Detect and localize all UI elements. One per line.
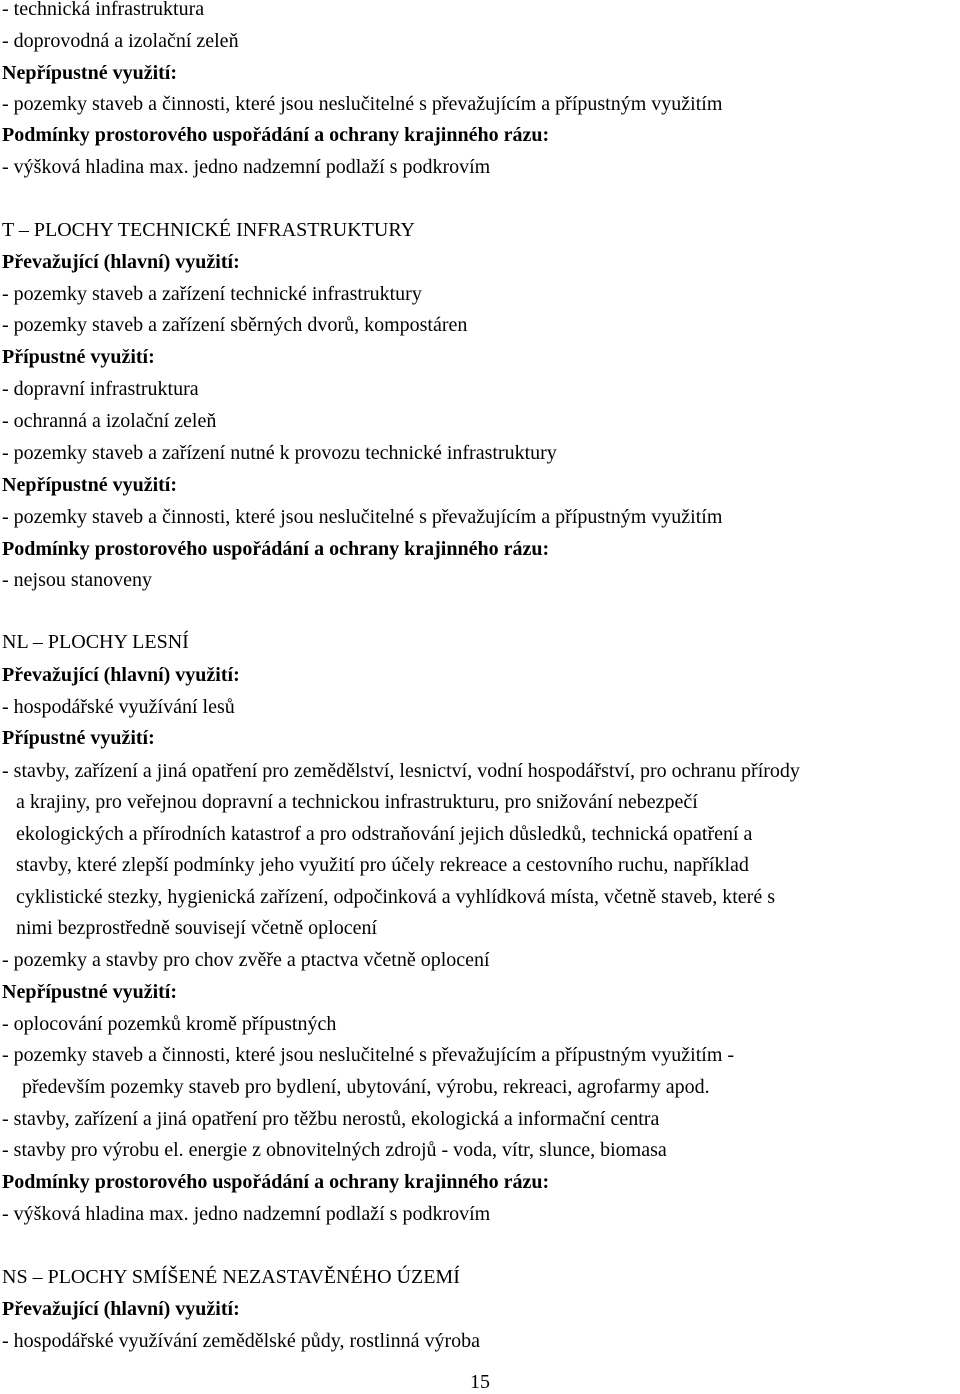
list-item: - stavby pro výrobu el. energie z obnovitelných zdrojů - voda, vítr, slunce, biomasa bbox=[2, 1139, 667, 1161]
list-item: - doprovodná a izolační zeleň bbox=[2, 30, 239, 52]
subsection-heading-permitted-use: Přípustné využití: bbox=[2, 346, 155, 368]
subsection-heading-spatial-conditions: Podmínky prostorového uspořádání a ochrany krajinného rázu: bbox=[2, 124, 550, 146]
section-heading-ns: NS – PLOCHY SMÍŠENÉ NEZASTAVĚNÉHO ÚZEMÍ bbox=[2, 1266, 460, 1288]
subsection-heading-main-use: Převažující (hlavní) využití: bbox=[2, 1298, 240, 1320]
list-item: - pozemky staveb a zařízení sběrných dvorů, kompostáren bbox=[2, 314, 468, 336]
subsection-heading-prohibited-use: Nepřípustné využití: bbox=[2, 474, 177, 496]
list-item-continuation: a krajiny, pro veřejnou dopravní a technickou infrastrukturu, pro snižování nebezpečí bbox=[16, 791, 698, 813]
list-item: - hospodářské využívání lesů bbox=[2, 696, 235, 718]
list-item: - pozemky staveb a činnosti, které jsou neslučitelné s převažujícím a přípustným využitím bbox=[2, 506, 723, 528]
list-item: - oplocování pozemků kromě přípustných bbox=[2, 1013, 337, 1035]
subsection-heading-spatial-conditions: Podmínky prostorového uspořádání a ochrany krajinného rázu: bbox=[2, 1171, 550, 1193]
list-item: - stavby, zařízení a jiná opatření pro zemědělství, lesnictví, vodní hospodářství, pro ochranu přírody bbox=[2, 760, 800, 782]
list-item-continuation: především pozemky staveb pro bydlení, ubytování, výrobu, rekreaci, agrofarmy apod. bbox=[22, 1076, 710, 1098]
list-item: - ochranná a izolační zeleň bbox=[2, 410, 217, 432]
subsection-heading-main-use: Převažující (hlavní) využití: bbox=[2, 251, 240, 273]
list-item: - dopravní infrastruktura bbox=[2, 378, 199, 400]
section-heading-nl: NL – PLOCHY LESNÍ bbox=[2, 631, 189, 653]
list-item: - pozemky staveb a činnosti, které jsou neslučitelné s převažujícím a přípustným využitím bbox=[2, 93, 723, 115]
list-item-continuation: cyklistické stezky, hygienická zařízení, odpočinková a vyhlídková místa, včetně staveb, které s bbox=[16, 886, 776, 908]
page-number: 15 bbox=[470, 1371, 490, 1393]
list-item: - pozemky staveb a činnosti, které jsou neslučitelné s převažujícím a přípustným využitím - bbox=[2, 1044, 735, 1066]
list-item: - technická infrastruktura bbox=[2, 0, 205, 20]
list-item: - hospodářské využívání zemědělské půdy, rostlinná výroba bbox=[2, 1330, 481, 1352]
subsection-heading-prohibited-use: Nepřípustné využití: bbox=[2, 981, 177, 1003]
subsection-heading-main-use: Převažující (hlavní) využití: bbox=[2, 664, 240, 686]
subsection-heading-permitted-use: Přípustné využití: bbox=[2, 727, 155, 749]
section-heading-t: T – PLOCHY TECHNICKÉ INFRASTRUKTURY bbox=[2, 219, 415, 241]
list-item: - pozemky staveb a zařízení nutné k provozu technické infrastruktury bbox=[2, 442, 557, 464]
subsection-heading-prohibited-use: Nepřípustné využití: bbox=[2, 62, 177, 84]
list-item: - výšková hladina max. jedno nadzemní podlaží s podkrovím bbox=[2, 156, 491, 178]
list-item: - stavby, zařízení a jiná opatření pro těžbu nerostů, ekologická a informační centra bbox=[2, 1108, 660, 1130]
list-item: - výšková hladina max. jedno nadzemní podlaží s podkrovím bbox=[2, 1203, 491, 1225]
list-item: - pozemky staveb a zařízení technické infrastruktury bbox=[2, 283, 422, 305]
subsection-heading-spatial-conditions: Podmínky prostorového uspořádání a ochrany krajinného rázu: bbox=[2, 538, 550, 560]
list-item: - pozemky a stavby pro chov zvěře a ptactva včetně oplocení bbox=[2, 949, 490, 971]
list-item-continuation: ekologických a přírodních katastrof a pro odstraňování jejich důsledků, technická opatření a bbox=[16, 823, 753, 845]
list-item-continuation: nimi bezprostředně souvisejí včetně oplocení bbox=[16, 917, 378, 939]
list-item-continuation: stavby, které zlepší podmínky jeho využití pro účely rekreace a cestovního ruchu, například bbox=[16, 854, 749, 876]
list-item: - nejsou stanoveny bbox=[2, 569, 152, 591]
